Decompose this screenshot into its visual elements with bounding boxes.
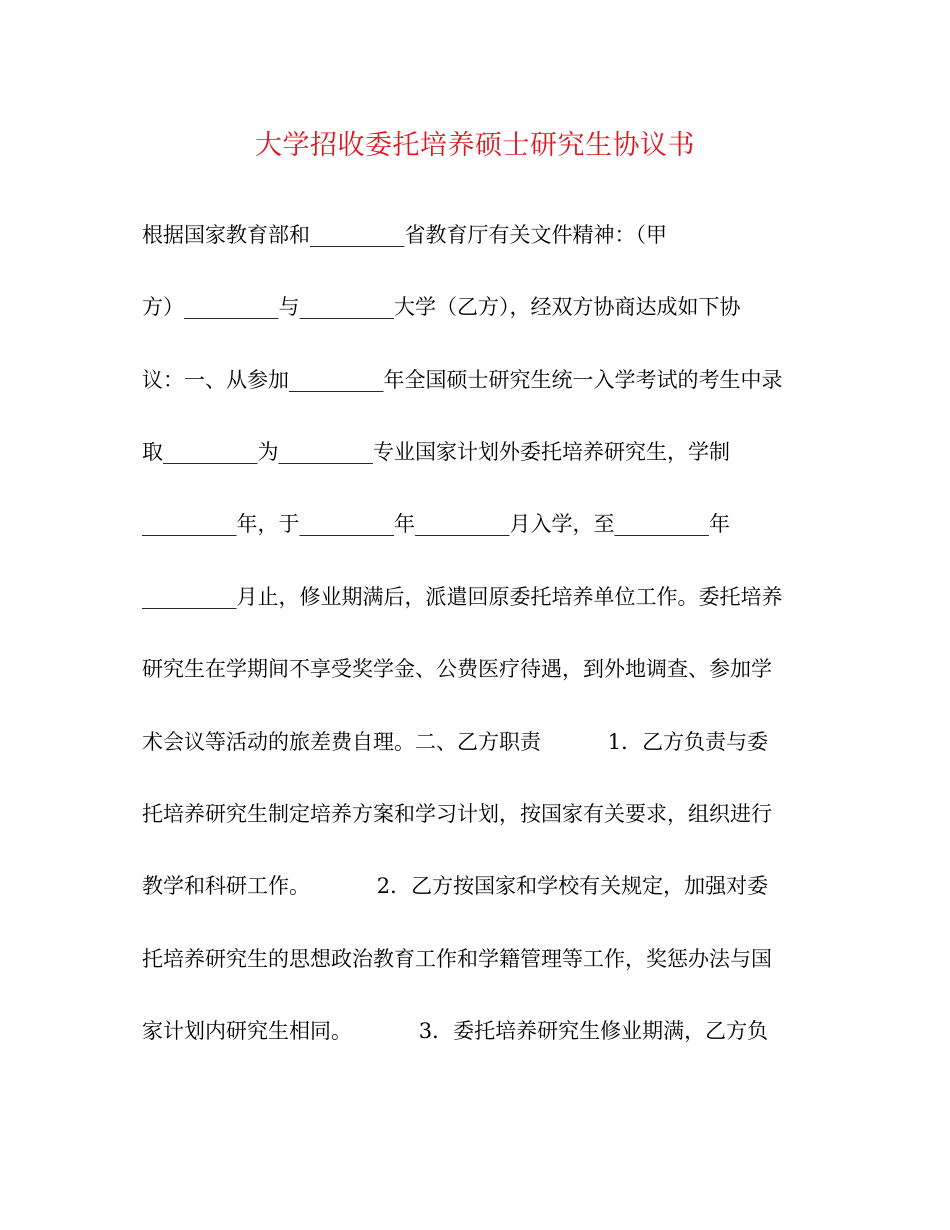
body-line-8: 术会议等活动的旅差费自理。二、乙方职责 1．乙方负责与委 (142, 730, 769, 754)
body-line-9: 托培养研究生制定培养方案和学习计划，按国家有关要求，组织进行 (142, 802, 772, 826)
body-line-12: 家计划内研究生相同。 3．委托培养研究生修业期满，乙方负 (142, 1019, 769, 1043)
body-line-11: 托培养研究生的思想政治教育工作和学籍管理等工作，奖惩办法与国 (142, 947, 772, 971)
body-line-2: 方）_________与_________大学（乙方），经双方协商达成如下协 (142, 295, 741, 319)
document-title: 大学招收委托培养硕士研究生协议书 (255, 130, 695, 161)
body-line-5: _________年，于_________年_________月入学，至_________年 (142, 512, 730, 536)
body-line-7: 研究生在学期间不享受奖学金、公费医疗待遇，到外地调查、参加学 (142, 657, 772, 681)
body-line-6: _________月止，修业期满后，派遣回原委托培养单位工作。委托培养 (142, 585, 783, 609)
body-line-1: 根据国家教育部和_________省教育厅有关文件精神：（甲 (142, 223, 667, 247)
body-line-3: 议：一、从参加_________年全国硕士研究生统一入学考试的考生中录 (142, 368, 783, 392)
body-line-4: 取_________为_________专业国家计划外委托培养研究生，学制 (142, 440, 730, 464)
body-line-10: 教学和科研工作。 2．乙方按国家和学校有关规定，加强对委 (142, 874, 769, 898)
